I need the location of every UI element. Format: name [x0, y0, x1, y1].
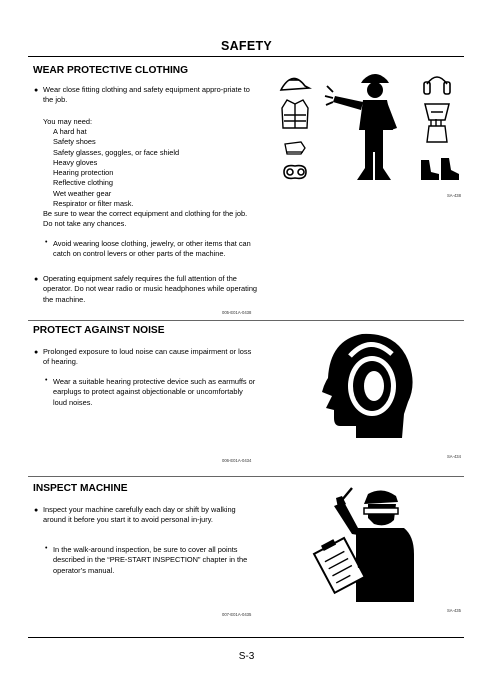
- sub-paragraph: Avoid wearing loose clothing, jewelry, or other items that can catch on control levers or other parts of the machine.: [53, 239, 251, 259]
- section-title-protective-clothing: WEAR PROTECTIVE CLOTHING: [33, 65, 189, 76]
- footer-rule: [28, 637, 464, 638]
- header-rule: [28, 56, 464, 57]
- bullet-icon: ●: [34, 507, 39, 514]
- list-item: Safety glasses, goggles, or face shield: [53, 147, 180, 157]
- bullet-icon: ●: [34, 349, 39, 356]
- figure-code: SA-435: [447, 608, 461, 613]
- section-divider: [28, 476, 464, 477]
- doc-code: 007-E01A-0435: [222, 612, 252, 617]
- figure-code: SA-438: [447, 193, 461, 198]
- bullet-icon: ●: [34, 87, 39, 94]
- paragraph: Operating equipment safely requires the full attention of the operator. Do not wear radio or music headphones while operating the machine.: [43, 274, 258, 304]
- list-item: Heavy gloves: [53, 157, 98, 167]
- figure-code: SA-434: [447, 454, 461, 459]
- need-intro: You may need:: [43, 117, 93, 126]
- list-item: Safety shoes: [53, 137, 96, 147]
- sub-paragraph: Wear a suitable hearing protective device such as earmuffs or earplugs to protect against objectionable or uncomfortably loud noises.: [53, 377, 256, 407]
- sub-bullet-icon: •: [45, 545, 48, 552]
- equipment-list: [53, 127, 179, 209]
- list-item: A hard hat: [53, 127, 87, 136]
- section-title-inspect: INSPECT MACHINE: [33, 483, 128, 494]
- section-divider: [28, 320, 464, 321]
- list-item: Wet weather gear: [53, 188, 112, 198]
- hearing-protection-illustration: [312, 330, 422, 442]
- list-item: Respirator or filter mask.: [53, 199, 134, 209]
- bullet-icon: ●: [34, 276, 39, 283]
- sub-bullet-icon: •: [45, 239, 48, 246]
- paragraph: Inspect your machine carefully each day or shift by walking around it before you start it to avoid personal in-jury.: [43, 505, 236, 525]
- list-item: Reflective clothing: [53, 178, 113, 188]
- sub-bullet-icon: •: [45, 377, 48, 384]
- paragraph: Be sure to wear the correct equipment and clothing for the job. Do not take any chances.: [43, 209, 248, 229]
- doc-code: 006-E01A-0434: [222, 458, 252, 463]
- inspector-illustration: [312, 484, 422, 602]
- paragraph: Prolonged exposure to loud noise can cause impairment or loss of hearing.: [43, 347, 252, 367]
- doc-code: 005-E01A-0438: [222, 310, 252, 315]
- paragraph: Wear close fitting clothing and safety equipment appro-priate to the job.: [43, 85, 250, 105]
- protective-equipment-illustration: [275, 68, 465, 198]
- section-title-noise: PROTECT AGAINST NOISE: [33, 325, 165, 336]
- list-item: Hearing protection: [53, 168, 114, 178]
- page-title: SAFETY: [220, 39, 273, 53]
- sub-paragraph: In the walk-around inspection, be sure to cover all points described in the “PRE-START INSPECTION” chapter in the operator’s manual.: [53, 545, 248, 575]
- page-number: S-3: [238, 651, 255, 662]
